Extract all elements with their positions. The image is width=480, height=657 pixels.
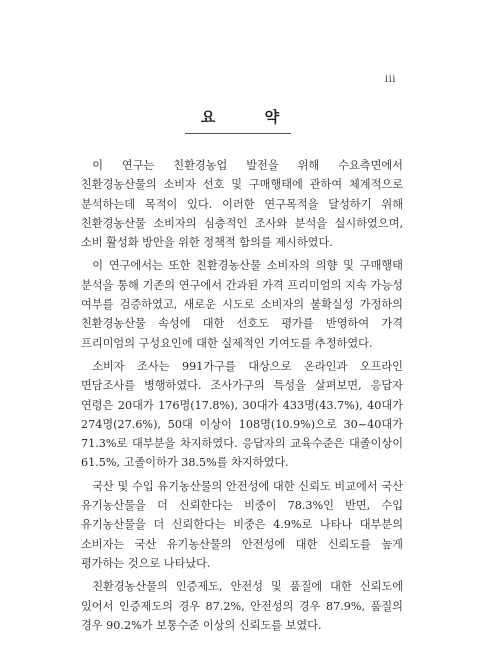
paragraph-2: 이 연구에서는 또한 친환경농산물 소비자의 의향 및 구매행태 분석을 통해 기존의 연구에서 간과된 가격 프리미엄의 지속 가능성 여부를 검증하였고, 새로운 시도로 소비자의 불확실성 가정하의 친환경농산물 속성에 대한 선호도 평가를 반영하여 가격 프리미엄의 구성요인에 대한 실제적인 기여도를 추정하였다. xyxy=(81,259,403,350)
page-number: iii xyxy=(384,74,396,85)
page-title: 요 약 xyxy=(200,108,302,126)
paragraph-5: 친환경농산물의 인증제도, 안전성 및 품질에 대한 신뢰도에 있어서 인증제도의 경우 87.2%, 안전성의 경우 87.9%, 품질의 경우 90.2%가 보통수준 이상의 신뢰도를 보였다. xyxy=(81,580,403,632)
paragraph-1: 이 연구는 친환경농업 발전을 위해 수요측면에서 친환경농산물의 소비자 선호 및 구매행태에 관하여 체계적으로 분석하는데 목적이 있다. 이러한 연구목적을 달성하기 위해 친환경농산물 소비자의 심층적인 조사와 분석을 실시하였으며, 소비 활성화 방안을 위한 정책적 함의를 제시하였다. xyxy=(81,159,403,250)
summary-body xyxy=(81,156,403,639)
paragraph-3: 소비자 조사는 991가구를 대상으로 온라인과 오프라인 면담조사를 병행하였다. 조사가구의 특성을 살펴보면, 응답자 연령은 20대가 176명(17.8%), 30대가 433명(43.7%), 40대가 274명(27.6%), 50대 이상이 108명(10.9%)으로 30~40대가 71.3%로 대부분을 차지하였다. 응답자의 교육수준은 대졸이상이 61.5%, 고졸이하가 38.5%를 차지하였다. xyxy=(81,359,403,470)
title-underline xyxy=(185,133,291,134)
paragraph-4: 국산 및 수입 유기농산물의 안전성에 대한 신뢰도 비교에서 국산 유기농산물을 더 신뢰한다는 비중이 78.3%인 반면, 수입 유기농산물을 더 신뢰한다는 비중은 4.9%로 나타나 대부분의 소비자는 국산 유기농산물의 안전성에 대한 신뢰도를 높게 평가하는 것으로 나타났다. xyxy=(81,479,403,570)
